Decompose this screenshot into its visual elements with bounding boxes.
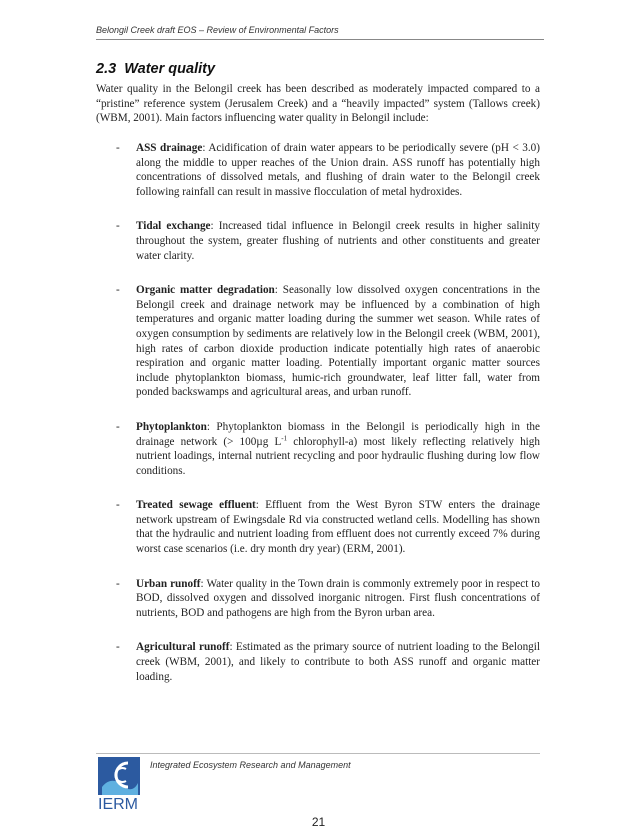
section-title [96,61,215,77]
factor-text: : Increased tidal influence in Belongil creek results in higher salinity throughout the system, greater flushing of nutrients and other constituents and greater water clarity. [136,220,540,262]
factor-term: Treated sewage effluent [136,499,256,512]
intro-paragraph: Water quality in the Belongil creek has been described as moderately impacted compared to a “pristine” reference system (Jerusalem Creek) and a “heavily impacted” system (Tallows creek) (WBM, 2001). Main factors influencing water quality in Belongil include: [96,83,540,125]
list-dash: - [116,577,120,590]
factor-term: Tidal exchange [136,220,211,233]
logo-text: IERM [98,796,138,813]
list-item-organic-matter [96,283,540,400]
list-dash: - [116,420,120,433]
list-item-ass-drainage [96,141,540,199]
list-dash: - [116,220,120,233]
water-quality-factors [96,141,540,704]
factor-text: : Seasonally low dissolved oxygen concentrations in the Belongil creek and drainage network may be influenced by a combination of high temperatures and organic matter loading during the summer wet season. While rates of oxygen consumption by sediments are relatively low in the Belongil creek (WBM, 2001), high rates of carbon dioxide production indicate potentially high rates of anaerobic respiration and organic matter loading. Potentially important organic matter sources include phytoplankton biomass, humic-rich groundwater, leaf litter fall, water from ponded backswamps and agricultural areas, and urban runoff. [136,284,540,399]
factor-term: Agricultural runoff [136,641,230,654]
factor-text-continued: chlorophyll-a) most likely reflecting relatively high nutrient loadings, internal nutrient recycling and poor hydraulic flushing during low flow conditions. [136,435,540,477]
list-dash: - [116,641,120,654]
factor-text: : Water quality in the Town drain is commonly extremely poor in respect to BOD, dissolved oxygen and dissolved inorganic nitrogen. First flush concentrations of nutrients, BOD and pathogens are high from the Byron urban area. [136,577,540,619]
section-heading: Water quality [124,61,216,77]
list-item-tidal-exchange [96,219,540,263]
footer-divider [96,753,540,754]
factor-text: : Estimated as the primary source of nutrient loading to the Belongil creek (WBM, 2001), and likely to contribute to both ASS runoff and organic matter loading. [136,641,540,683]
factor-superscript: -1 [281,433,288,442]
list-dash: - [116,142,120,154]
list-dash: - [116,284,120,297]
factor-term: Organic matter degradation [136,284,275,297]
list-item-urban-runoff [96,577,540,621]
factor-text: : Acidification of drain water appears to be periodically severe (pH < 3.0) along the middle to upper reaches of the Union drain. ASS runoff has potentially high concentrations of dissolved metals, and flushing of drain water to the Belongil creek following rainfall can result in massive flocculation of metal hydroxides. [136,142,540,198]
list-dash: - [116,499,120,512]
footer-organization: Integrated Ecosystem Research and Management [150,760,351,770]
list-item-agricultural-runoff [96,640,540,684]
factor-term: Phytoplankton [136,420,207,433]
factor-text: : Phytoplankton biomass in the Belongil is periodically high in the drainage network (> 100µg L [136,420,540,448]
section-number: 2.3 [96,61,117,77]
ierm-logo [98,757,144,817]
factor-term: Urban runoff [136,577,201,590]
running-header: Belongil Creek draft EOS – Review of Environmental Factors [96,25,544,40]
page-number: 21 [311,815,326,829]
factor-term: ASS drainage [136,142,203,154]
factor-text: : Effluent from the West Byron STW enters the drainage network upstream of Ewingsdale Rd via constructed wetland cells. Modelling has shown that the hydraulic and nutrient loading from effluent does not currently exceed 7% during worst case scenarios (i.e. dry month dry year) (ERM, 2001). [136,499,540,556]
list-item-sewage-effluent [96,498,540,556]
list-item-phytoplankton [96,420,540,478]
ierm-wave-logo-icon [98,757,140,795]
